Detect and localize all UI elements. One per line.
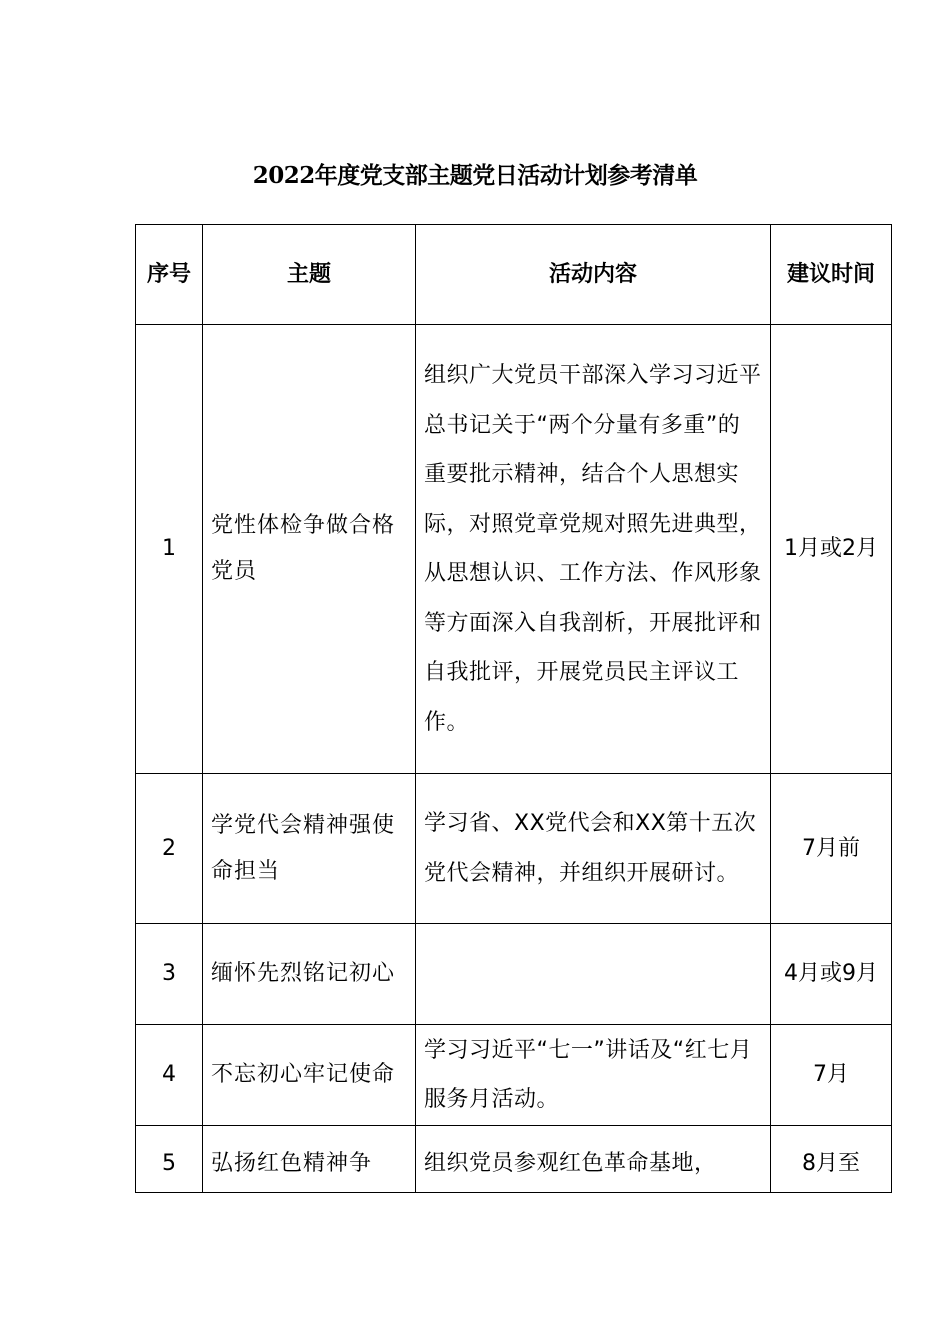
table-row bbox=[136, 1126, 892, 1193]
document-title: 2022年度党支部主题党日活动计划参考清单 bbox=[252, 162, 698, 189]
cell-no: 3 bbox=[136, 924, 203, 1025]
cell-topic: 不忘初心牢记使命 bbox=[203, 1025, 416, 1126]
table-row bbox=[136, 325, 892, 774]
cell-no: 2 bbox=[136, 774, 203, 924]
table-row bbox=[136, 1025, 892, 1126]
cell-content: 组织广大党员干部深入学习习近平总书记关于“两个分量有多重”的重要批示精神，结合个人思想实际，对照党章党规对照先进典型，从思想认识、工作方法、作风形象等方面深入自我剖析，开展批评和自我批评，开展党员民主评议工作。 bbox=[416, 325, 771, 774]
cell-time: 1月或2月 bbox=[771, 325, 892, 774]
header-no: 序号 bbox=[136, 225, 203, 325]
cell-topic: 学党代会精神强使命担当 bbox=[203, 774, 416, 924]
cell-topic: 党性体检争做合格党员 bbox=[203, 325, 416, 774]
cell-no: 4 bbox=[136, 1025, 203, 1126]
activity-plan-table bbox=[135, 224, 892, 1193]
cell-topic: 弘扬红色精神争 bbox=[203, 1126, 416, 1193]
cell-time: 7月 bbox=[771, 1025, 892, 1126]
cell-time: 8月至 bbox=[771, 1126, 892, 1193]
cell-time: 7月前 bbox=[771, 774, 892, 924]
header-content: 活动内容 bbox=[416, 225, 771, 325]
cell-content: 学习省、XX党代会和XX第十五次党代会精神，并组织开展研讨。 bbox=[416, 774, 771, 924]
table-row bbox=[136, 774, 892, 924]
cell-no: 1 bbox=[136, 325, 203, 774]
header-time: 建议时间 bbox=[771, 225, 892, 325]
cell-content bbox=[416, 924, 771, 1025]
cell-topic: 缅怀先烈铭记初心 bbox=[203, 924, 416, 1025]
table-row bbox=[136, 924, 892, 1025]
table-header-row bbox=[136, 225, 892, 325]
cell-content: 组织党员参观红色革命基地， bbox=[416, 1126, 771, 1193]
cell-content: 学习习近平“七一”讲话及“红七月服务月活动。 bbox=[416, 1025, 771, 1126]
header-topic: 主题 bbox=[203, 225, 416, 325]
cell-no: 5 bbox=[136, 1126, 203, 1193]
cell-time: 4月或9月 bbox=[771, 924, 892, 1025]
